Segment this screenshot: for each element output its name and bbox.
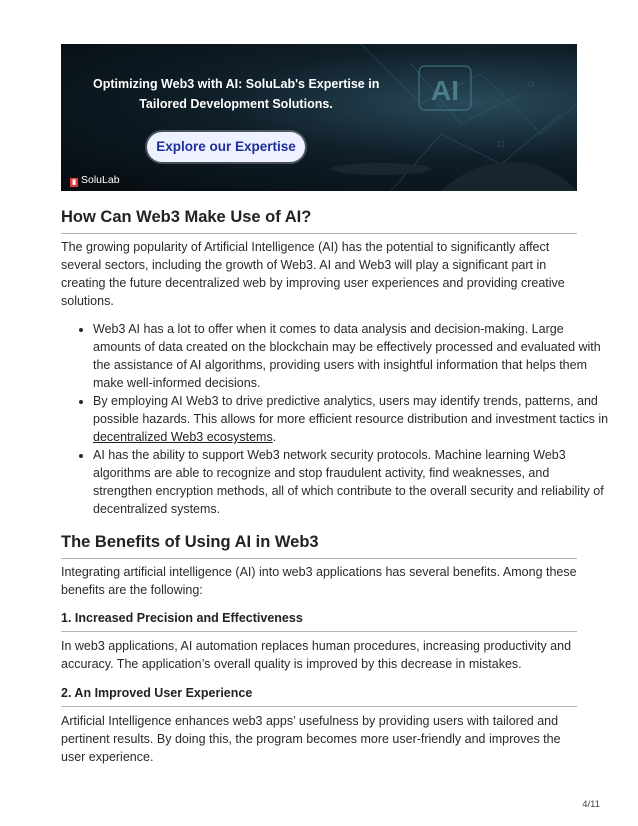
list-item <box>93 392 609 446</box>
section-heading-web3-ai: How Can Web3 Make Use of AI? <box>61 208 577 234</box>
list-item <box>93 446 609 518</box>
bullet-text: Web3 AI has a lot to offer when it comes to data analysis and decision-making. Large amounts of data created on the blockchain may be effectively processed and evaluated with the assistance of AI algorithms, providing users with insightful information that helps them make well-informed decisions. <box>93 322 601 390</box>
section1-bullet-list <box>61 320 609 518</box>
brand-name: SoluLab <box>81 174 120 186</box>
banner-ai-illustration <box>61 44 577 191</box>
page-number: 4/11 <box>582 799 600 810</box>
bullet-text: By employing AI Web3 to drive predictive analytics, users may identify trends, patterns, and possible hazards. This allows for more efficient resource distribution and investment tactics in <box>93 394 609 426</box>
decentralized-web3-ecosystems-link[interactable]: decentralized Web3 ecosystems <box>93 430 273 444</box>
section2-intro: Integrating artificial intelligence (AI) into web3 applications has several benefits. Among these benefits are the following: <box>61 565 577 597</box>
promo-banner[interactable] <box>61 44 577 191</box>
bullet-text: AI has the ability to support Web3 network security protocols. Machine learning Web3 algorithms are able to recognize and stop fraudulent activity, find weaknesses, and strengthen encryption methods, all of which contribute to the overall security and reliability of decentralized systems. <box>93 448 604 516</box>
banner-title-line2: Tailored Development Solutions. <box>139 97 333 111</box>
section1-intro: The growing popularity of Artificial Intelligence (AI) has the potential to significantly affect several sectors, including the growth of Web3. AI and Web3 will play a significant part in creating the future decentralized web by improving user experiences and providing creative solutions. <box>61 240 565 308</box>
bullet-text-tail: . <box>272 430 277 444</box>
list-item <box>93 320 609 392</box>
brand-logo <box>70 174 120 187</box>
section-heading-benefits: The Benefits of Using AI in Web3 <box>61 533 577 559</box>
banner-ai-text: AI <box>431 75 459 106</box>
explore-expertise-button[interactable]: Explore our Expertise <box>147 132 305 162</box>
banner-title-line1: Optimizing Web3 with AI: SoluLab's Expertise in <box>93 77 380 91</box>
solulab-logo-icon: ▮ <box>70 178 78 187</box>
subsection1-text: In web3 applications, AI automation replaces human procedures, increasing productivity and accuracy. The application’s overall quality is improved by this decrease in mistakes. <box>61 639 572 671</box>
banner-title <box>81 74 391 114</box>
subheading-user-experience: 2. An Improved User Experience <box>61 686 577 707</box>
subsection2-text: Artificial Intelligence enhances web3 apps’ usefulness by providing users with tailored and pertinent results. By doing this, the program becomes more user-friendly and improves the user experience. <box>61 714 561 764</box>
subheading-precision: 1. Increased Precision and Effectiveness <box>61 611 577 632</box>
